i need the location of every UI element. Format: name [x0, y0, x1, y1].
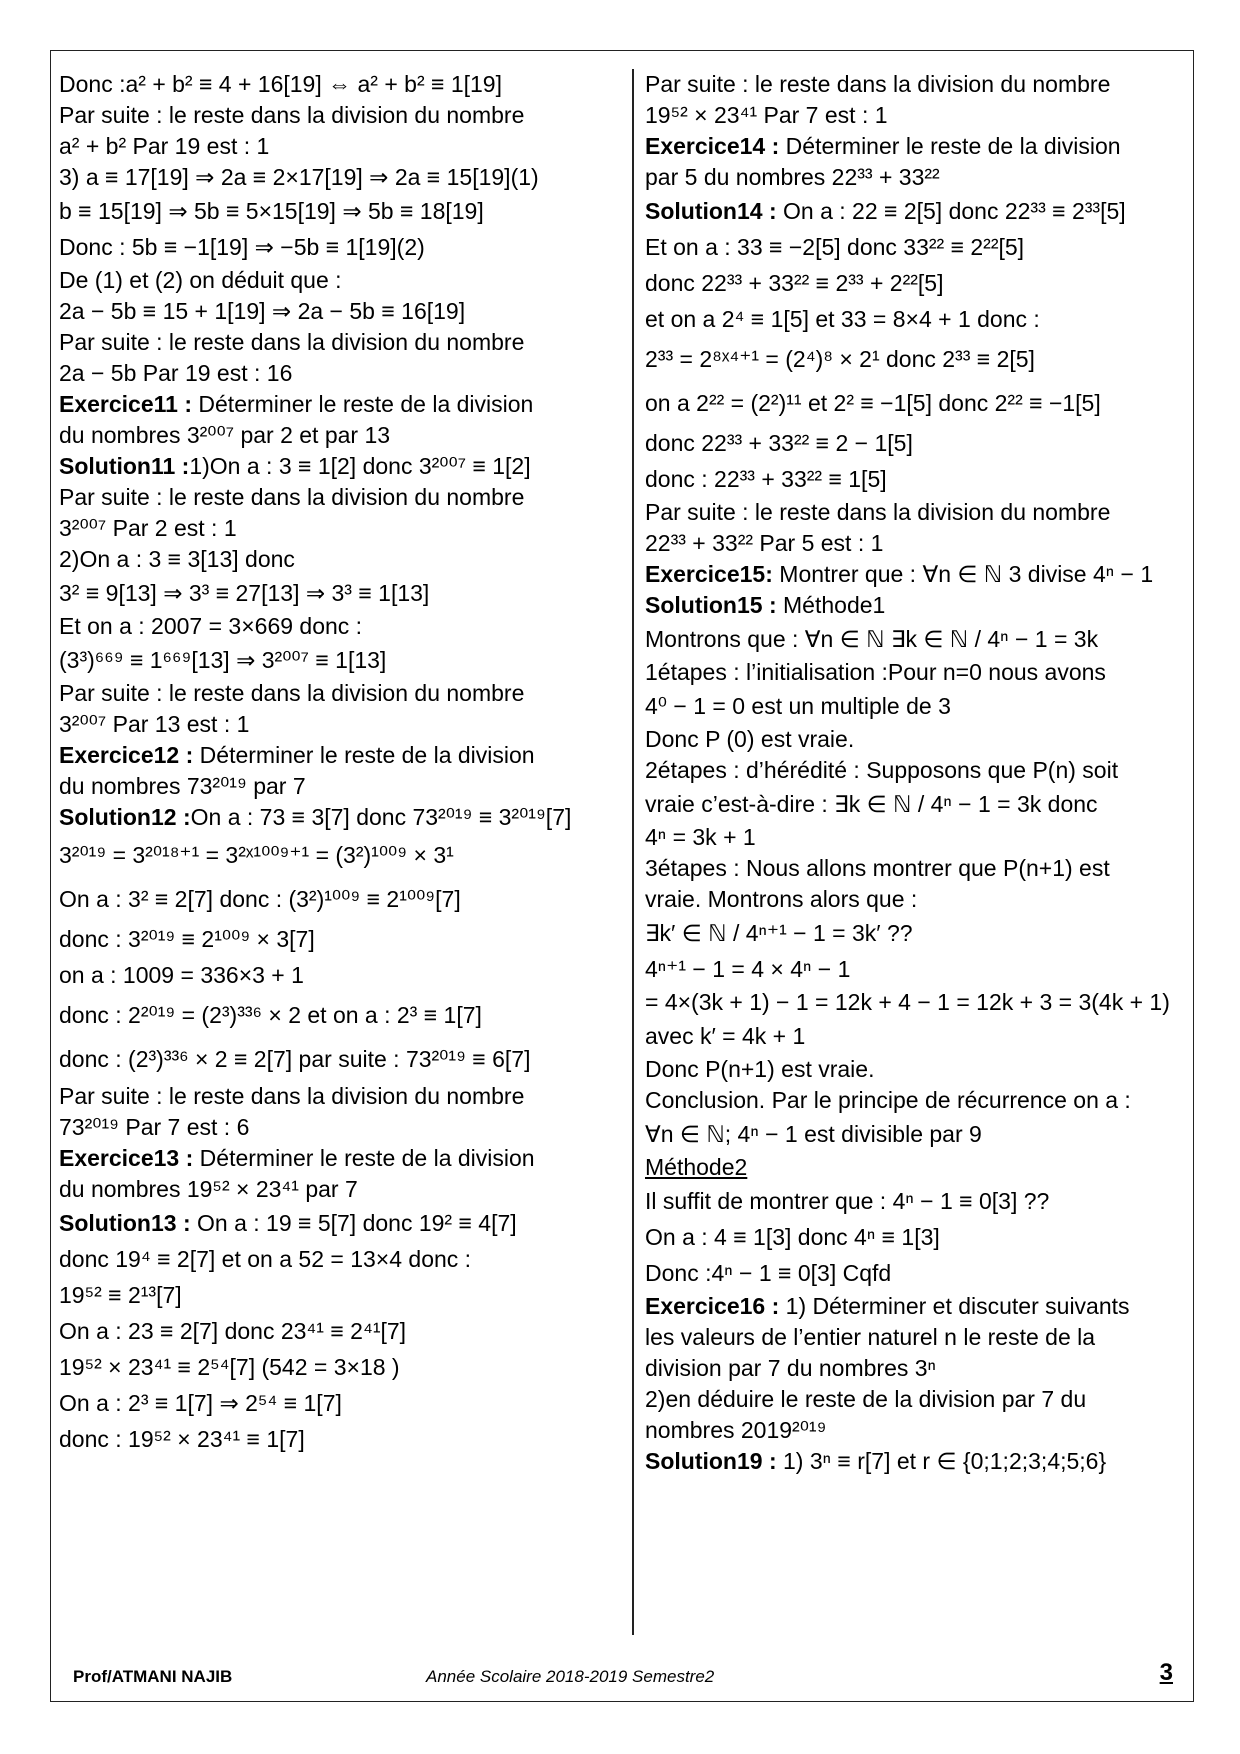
- text-line: 4ⁿ = 3k + 1: [645, 824, 756, 850]
- heading-keyword: Exercice15:: [645, 561, 773, 587]
- text-line: Exercice12 : Déterminer le reste de la division: [59, 742, 535, 768]
- text-line: Exercice16 : 1) Déterminer et discuter suivants: [645, 1293, 1130, 1319]
- text-line: 19⁵² × 23⁴¹ ≡ 2⁵⁴[7] (542 = 3×18 ): [59, 1354, 400, 1380]
- text-line: On a : 23 ≡ 2[7] donc 23⁴¹ ≡ 2⁴¹[7]: [59, 1318, 407, 1344]
- heading-keyword: Exercice12 :: [59, 742, 194, 768]
- heading-keyword: Exercice14 :: [645, 133, 780, 159]
- text-line: vraie. Montrons alors que :: [645, 886, 918, 912]
- text-line: Et on a : 2007 = 3×669 donc :: [59, 613, 363, 639]
- heading-keyword: Exercice13 :: [59, 1145, 194, 1171]
- text-line: du nombres 3²⁰⁰⁷ par 2 et par 13: [59, 422, 391, 448]
- column-divider: [632, 69, 634, 1635]
- text-line: donc : 2²⁰¹⁹ = (2³)³³⁶ × 2 et on a : 2³ ≡ 1[7]: [59, 1002, 482, 1028]
- right-column: [645, 69, 1189, 1477]
- heading-keyword: Solution19 :: [645, 1448, 777, 1474]
- text-line: avec k′ = 4k + 1: [645, 1023, 806, 1049]
- text-line: b ≡ 15[19] ⇒ 5b ≡ 5×15[19] ⇒ 5b ≡ 18[19]: [59, 198, 484, 224]
- text-line: Donc P (0) est vraie.: [645, 726, 855, 752]
- text-line: division par 7 du nombres 3ⁿ: [645, 1355, 936, 1381]
- text-line: 3) a ≡ 17[19] ⇒ 2a ≡ 2×17[19] ⇒ 2a ≡ 15[19](1): [59, 164, 539, 190]
- text-line: du nombres 73²⁰¹⁹ par 7: [59, 773, 306, 799]
- heading-keyword: Solution12 :: [59, 804, 191, 830]
- text-line: Exercice15: Montrer que : ∀n ∈ ℕ 3 divise 4ⁿ − 1: [645, 561, 1154, 587]
- page-footer: [51, 1653, 1193, 1701]
- heading-keyword: Solution14 :: [645, 198, 777, 224]
- text-line: donc 22³³ + 33²² ≡ 2 − 1[5]: [645, 430, 913, 456]
- text-line: Solution14 : On a : 22 ≡ 2[5] donc 22³³ ≡ 2³³[5]: [645, 198, 1126, 224]
- text-line: 1étapes : l’initialisation :Pour n=0 nous avons: [645, 659, 1106, 685]
- text-line: Par suite : le reste dans la division du nombre: [645, 71, 1111, 97]
- text-line: a² + b² Par 19 est : 1: [59, 133, 270, 159]
- footer-school-year: Année Scolaire 2018-2019 Semestre2: [426, 1667, 715, 1686]
- text-line: 2)en déduire le reste de la division par 7 du: [645, 1386, 1087, 1412]
- text-line: 19⁵² × 23⁴¹ Par 7 est : 1: [645, 102, 888, 128]
- text-line: donc : 19⁵² × 23⁴¹ ≡ 1[7]: [59, 1426, 305, 1452]
- text-line: On a : 4 ≡ 1[3] donc 4ⁿ ≡ 1[3]: [645, 1224, 940, 1250]
- text-line: Donc P(n+1) est vraie.: [645, 1056, 875, 1082]
- text-line: 3²⁰¹⁹ = 3²⁰¹⁸⁺¹ = 3²ˣ¹⁰⁰⁹⁺¹ = (3²)¹⁰⁰⁹ × 3¹: [59, 842, 454, 868]
- text-line: 4⁰ − 1 = 0 est un multiple de 3: [645, 693, 951, 719]
- text-line: Exercice11 : Déterminer le reste de la division: [59, 391, 534, 417]
- text-line: 3étapes : Nous allons montrer que P(n+1) est: [645, 855, 1110, 881]
- text-line: (3³)⁶⁶⁹ ≡ 1⁶⁶⁹[13] ⇒ 3²⁰⁰⁷ ≡ 1[13]: [59, 647, 387, 673]
- text-line: 73²⁰¹⁹ Par 7 est : 6: [59, 1114, 250, 1140]
- text-line: les valeurs de l’entier naturel n le reste de la: [645, 1324, 1096, 1350]
- text-line: Exercice14 : Déterminer le reste de la division: [645, 133, 1121, 159]
- text-line: donc 22³³ + 33²² ≡ 2³³ + 2²²[5]: [645, 270, 944, 296]
- heading-keyword: Exercice11 :: [59, 391, 193, 417]
- text-line: Donc :4ⁿ − 1 ≡ 0[3] Cqfd: [645, 1260, 892, 1286]
- text-line: Solution12 :On a : 73 ≡ 3[7] donc 73²⁰¹⁹ ≡ 3²⁰¹⁹[7]: [59, 804, 572, 830]
- text-line: Par suite : le reste dans la division du nombre: [59, 102, 525, 128]
- text-line: Par suite : le reste dans la division du nombre: [59, 329, 525, 355]
- text-line: on a 2²² = (2²)¹¹ et 2² ≡ −1[5] donc 2²² ≡ −1[5]: [645, 390, 1101, 416]
- text-line: De (1) et (2) on déduit que :: [59, 267, 342, 293]
- text-line: Il suffit de montrer que : 4ⁿ − 1 ≡ 0[3] ??: [645, 1188, 1050, 1214]
- text-line: 22³³ + 33²² Par 5 est : 1: [645, 530, 884, 556]
- text-line: = 4×(3k + 1) − 1 = 12k + 4 − 1 = 12k + 3 = 3(4k + 1): [645, 989, 1170, 1015]
- text-line: vraie c’est-à-dire : ∃k ∈ ℕ / 4ⁿ − 1 = 3k donc: [645, 791, 1098, 817]
- text-line: du nombres 19⁵² × 23⁴¹ par 7: [59, 1176, 358, 1202]
- text-line: 2³³ = 2⁸ˣ⁴⁺¹ = (2⁴)⁸ × 2¹ donc 2³³ ≡ 2[5]: [645, 346, 1035, 372]
- text-line: donc : 3²⁰¹⁹ ≡ 2¹⁰⁰⁹ × 3[7]: [59, 926, 315, 952]
- left-column: [59, 69, 639, 1457]
- footer-author: Prof/ATMANI NAJIB: [73, 1667, 233, 1686]
- page-frame: [50, 50, 1194, 1702]
- text-line: 2)On a : 3 ≡ 3[13] donc: [59, 546, 295, 572]
- text-line: donc : (2³)³³⁶ × 2 ≡ 2[7] par suite : 73²⁰¹⁹ ≡ 6[7]: [59, 1046, 531, 1072]
- text-line: Solution15 : Méthode1: [645, 592, 886, 618]
- text-line: et on a 2⁴ ≡ 1[5] et 33 = 8×4 + 1 donc :: [645, 306, 1040, 332]
- text-line: 2a − 5b Par 19 est : 16: [59, 360, 293, 386]
- text-line: On a : 3² ≡ 2[7] donc : (3²)¹⁰⁰⁹ ≡ 2¹⁰⁰⁹[7]: [59, 886, 461, 912]
- text-line: Solution11 :1)On a : 3 ≡ 1[2] donc 3²⁰⁰⁷ ≡ 1[2]: [59, 453, 531, 479]
- text-line: par 5 du nombres 22³³ + 33²²: [645, 164, 940, 190]
- text-line: Méthode2: [645, 1154, 748, 1180]
- heading-keyword: Solution13 :: [59, 1210, 191, 1236]
- text-line: Donc :a² + b² ≡ 4 + 16[19] ⇔ a² + b² ≡ 1[19]: [59, 71, 502, 97]
- text-line: Par suite : le reste dans la division du nombre: [59, 680, 525, 706]
- heading-keyword: Solution11 :: [59, 453, 190, 479]
- text-line: 2a − 5b ≡ 15 + 1[19] ⇒ 2a − 5b ≡ 16[19]: [59, 298, 466, 324]
- text-line: On a : 2³ ≡ 1[7] ⇒ 2⁵⁴ ≡ 1[7]: [59, 1390, 342, 1416]
- text-line: Par suite : le reste dans la division du nombre: [645, 499, 1111, 525]
- heading-keyword: Solution15 :: [645, 592, 777, 618]
- text-line: 3² ≡ 9[13] ⇒ 3³ ≡ 27[13] ⇒ 3³ ≡ 1[13]: [59, 580, 430, 606]
- text-line: 3²⁰⁰⁷ Par 2 est : 1: [59, 515, 237, 541]
- page-number: 3: [1159, 1659, 1173, 1686]
- text-line: Par suite : le reste dans la division du nombre: [59, 484, 525, 510]
- heading-keyword: Exercice16 :: [645, 1293, 780, 1319]
- text-line: ∀n ∈ ℕ; 4ⁿ − 1 est divisible par 9: [645, 1121, 982, 1147]
- text-line: nombres 2019²⁰¹⁹: [645, 1417, 827, 1443]
- text-line: ∃k′ ∈ ℕ / 4ⁿ⁺¹ − 1 = 3k′ ??: [645, 920, 913, 946]
- text-line: Conclusion. Par le principe de récurrence on a :: [645, 1087, 1131, 1113]
- text-line: Exercice13 : Déterminer le reste de la division: [59, 1145, 535, 1171]
- text-line: on a : 1009 = 336×3 + 1: [59, 962, 304, 988]
- text-line: donc 19⁴ ≡ 2[7] et on a 52 = 13×4 donc :: [59, 1246, 472, 1272]
- text-line: Donc : 5b ≡ −1[19] ⇒ −5b ≡ 1[19](2): [59, 234, 425, 260]
- text-line: Montrons que : ∀n ∈ ℕ ∃k ∈ ℕ / 4ⁿ − 1 = 3k: [645, 626, 1099, 652]
- text-line: Et on a : 33 ≡ −2[5] donc 33²² ≡ 2²²[5]: [645, 234, 1025, 260]
- text-line: Par suite : le reste dans la division du nombre: [59, 1083, 525, 1109]
- text-line: 3²⁰⁰⁷ Par 13 est : 1: [59, 711, 250, 737]
- text-line: Solution19 : 1) 3ⁿ ≡ r[7] et r ∈ {0;1;2;3;4;5;6}: [645, 1448, 1107, 1474]
- text-line: Solution13 : On a : 19 ≡ 5[7] donc 19² ≡ 4[7]: [59, 1210, 517, 1236]
- text-line: 4ⁿ⁺¹ − 1 = 4 × 4ⁿ − 1: [645, 956, 851, 982]
- text-line: donc : 22³³ + 33²² ≡ 1[5]: [645, 466, 887, 492]
- text-line: 19⁵² ≡ 2¹³[7]: [59, 1282, 182, 1308]
- text-line: 2étapes : d’hérédité : Supposons que P(n) soit: [645, 757, 1119, 783]
